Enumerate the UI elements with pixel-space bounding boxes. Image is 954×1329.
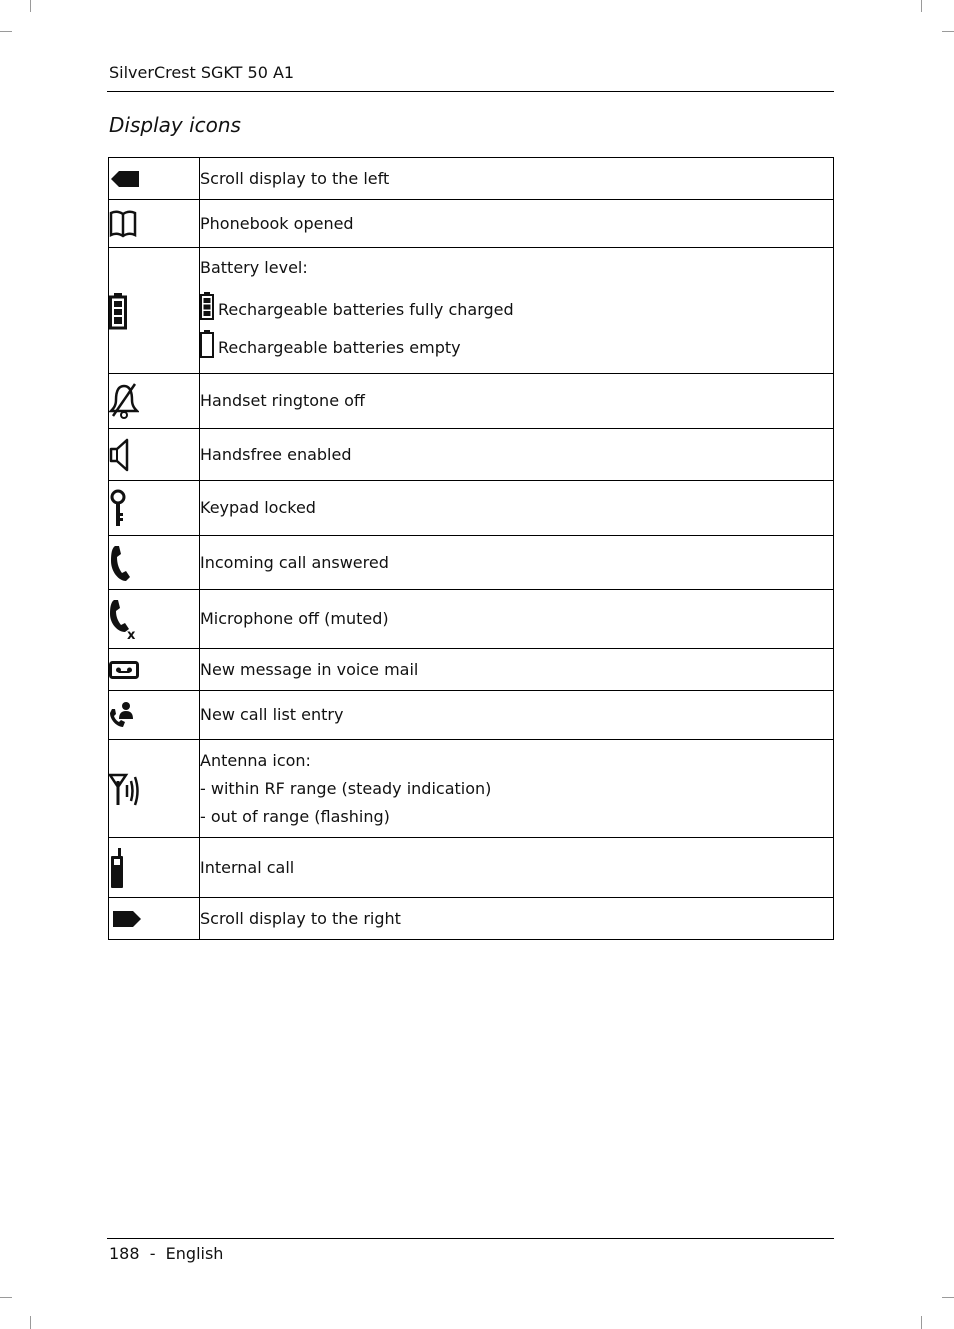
phonebook-icon xyxy=(109,209,137,239)
speaker-icon xyxy=(109,438,131,472)
scroll-left-icon xyxy=(109,170,143,188)
table-row xyxy=(109,429,834,481)
icon-description: Scroll display to the left xyxy=(200,158,834,200)
page-footer xyxy=(109,1244,223,1263)
section-title: Display icons xyxy=(109,113,241,137)
battery-full-label: Rechargeable batteries fully charged xyxy=(218,300,514,319)
call-list-icon xyxy=(109,701,137,729)
antenna-title: Antenna icon: xyxy=(200,750,311,770)
crop-mark xyxy=(921,1316,922,1329)
ringtone-off-icon xyxy=(109,382,139,420)
crop-mark xyxy=(30,0,31,12)
table-row xyxy=(109,898,834,940)
icon-description: New message in voice mail xyxy=(200,649,834,691)
icon-description: Scroll display to the right xyxy=(200,898,834,940)
icon-description: Internal call xyxy=(200,838,834,898)
antenna-in-range: - within RF range (steady indication) xyxy=(200,778,492,798)
battery-full-icon xyxy=(200,292,214,320)
table-row xyxy=(109,649,834,691)
scroll-right-icon xyxy=(109,910,143,928)
crop-mark xyxy=(30,1316,31,1329)
microphone-muted-icon xyxy=(109,598,139,640)
table-row xyxy=(109,158,834,200)
table-row xyxy=(109,590,834,649)
voicemail-icon xyxy=(109,661,139,679)
antenna-icon xyxy=(109,771,141,807)
icon-description: Handset ringtone off xyxy=(200,374,834,429)
battery-icon xyxy=(109,292,127,330)
crop-mark xyxy=(942,1297,954,1298)
crop-mark xyxy=(0,31,12,32)
table-row xyxy=(109,481,834,536)
table-row xyxy=(109,200,834,248)
header-divider xyxy=(107,91,834,92)
table-row xyxy=(109,740,834,838)
icon-description: New call list entry xyxy=(200,691,834,740)
document-header: SilverCrest SGKT 50 A1 xyxy=(109,63,295,82)
table-row xyxy=(109,248,834,374)
battery-full-line xyxy=(200,292,833,320)
footer-divider xyxy=(107,1238,834,1239)
crop-mark xyxy=(0,1297,12,1298)
table-row xyxy=(109,374,834,429)
antenna-out-of-range: - out of range (flashing) xyxy=(200,806,390,826)
table-row xyxy=(109,838,834,898)
phone-handset-icon xyxy=(109,544,131,582)
page-number: 188 xyxy=(109,1244,140,1263)
table-row xyxy=(109,691,834,740)
crop-mark xyxy=(942,31,954,32)
icon-description: Phonebook opened xyxy=(200,200,834,248)
key-icon xyxy=(109,489,127,527)
crop-mark xyxy=(921,0,922,12)
icon-description: Microphone off (muted) xyxy=(200,590,834,649)
icon-description: Handsfree enabled xyxy=(200,429,834,481)
battery-empty-line xyxy=(200,330,833,358)
icon-description: Incoming call answered xyxy=(200,536,834,590)
table-row xyxy=(109,536,834,590)
footer-separator: - xyxy=(149,1244,156,1263)
internal-call-icon xyxy=(109,847,125,889)
display-icons-table xyxy=(108,157,834,940)
svg-text:x: x xyxy=(127,628,136,640)
battery-level-label: Battery level: xyxy=(200,258,308,277)
footer-language: English xyxy=(165,1244,224,1263)
icon-description: Keypad locked xyxy=(200,481,834,536)
battery-empty-icon xyxy=(200,330,214,358)
battery-empty-label: Rechargeable batteries empty xyxy=(218,338,461,357)
